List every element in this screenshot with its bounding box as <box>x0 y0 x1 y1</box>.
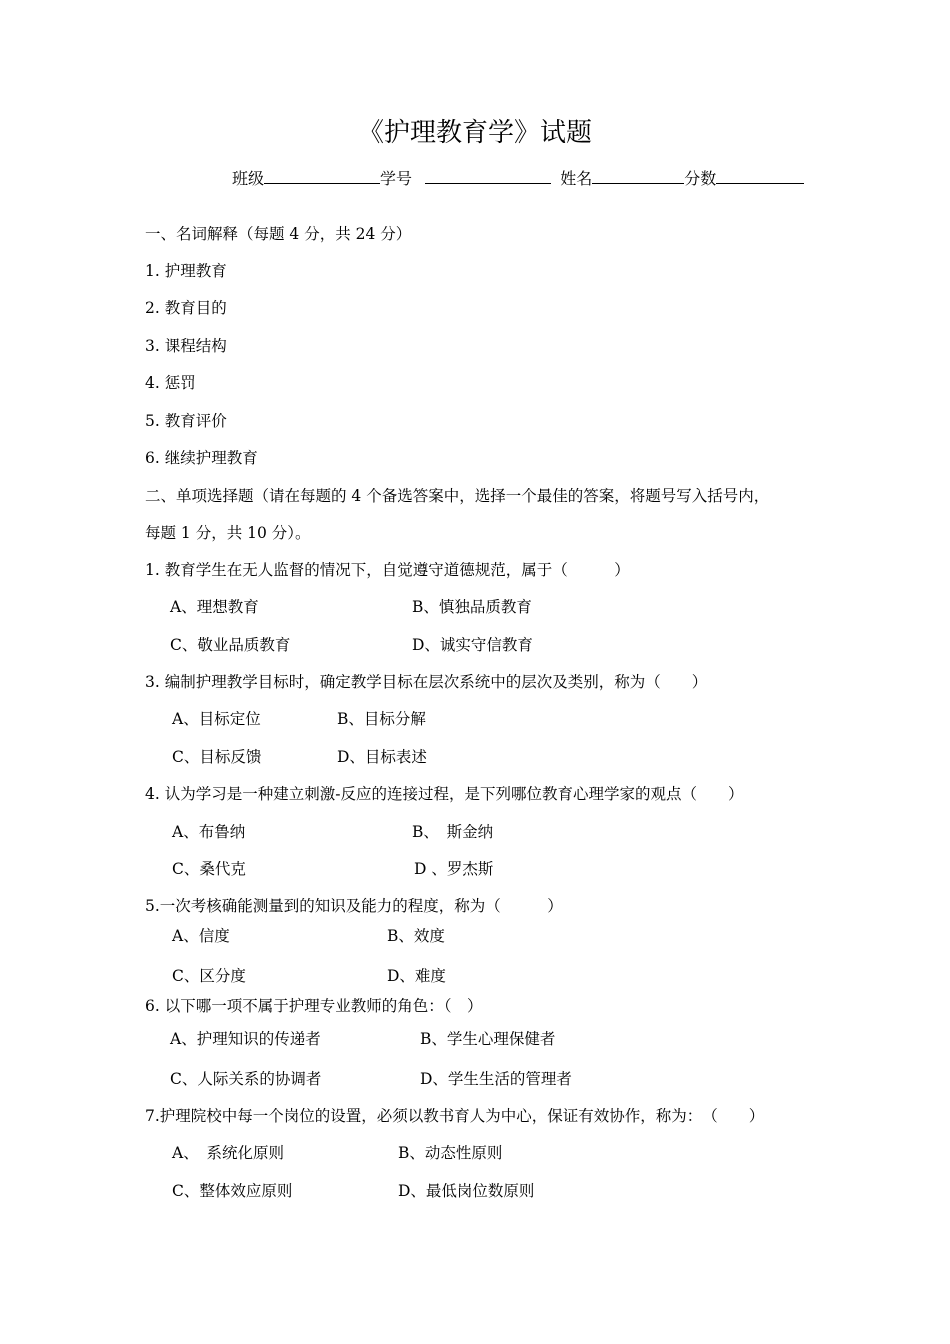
option-c[interactable]: C、桑代克 <box>172 860 246 878</box>
option-c[interactable]: C、区分度 <box>172 967 246 985</box>
score-label: 分数 <box>684 169 717 188</box>
section1-item: 6. 继续护理教育 <box>145 449 258 467</box>
id-blank[interactable] <box>425 165 551 184</box>
section1-item: 2. 教育目的 <box>145 299 227 317</box>
section1-item: 3. 课程结构 <box>145 337 227 355</box>
option-c[interactable]: C、人际关系的协调者 <box>170 1070 322 1088</box>
option-d[interactable]: D、难度 <box>387 967 446 985</box>
option-a[interactable]: A、护理知识的传递者 <box>170 1030 321 1048</box>
section1-item: 1. 护理教育 <box>145 262 227 280</box>
header-info <box>232 165 804 192</box>
option-b[interactable]: B、动态性原则 <box>398 1144 503 1162</box>
option-a[interactable]: A、 系统化原则 <box>172 1144 284 1162</box>
class-blank[interactable] <box>264 165 380 184</box>
option-a[interactable]: A、目标定位 <box>172 710 261 728</box>
option-b[interactable]: B、目标分解 <box>337 710 426 728</box>
option-b[interactable]: B、 斯金纳 <box>412 823 494 841</box>
section2-heading-line2: 每题 1 分，共 10 分）。 <box>145 524 311 542</box>
class-label: 班级 <box>232 169 265 188</box>
section1-heading: 一、名词解释（每题 4 分，共 24 分） <box>145 225 412 243</box>
section2-heading-line1: 二、单项选择题（请在每题的 4 个备选答案中，选择一个最佳的答案，将题号写入括号内， <box>145 487 770 505</box>
page-title: 《护理教育学》试题 <box>357 118 592 148</box>
question-stem: 3. 编制护理教学目标时，确定教学目标在层次系统中的层次及类别，称为（ ） <box>145 673 708 691</box>
section1-item: 4. 惩罚 <box>145 374 196 392</box>
option-a[interactable]: A、信度 <box>172 927 230 945</box>
option-c[interactable]: C、整体效应原则 <box>172 1182 293 1200</box>
score-blank[interactable] <box>716 165 804 184</box>
option-a[interactable]: A、理想教育 <box>170 598 259 616</box>
name-label: 姓名 <box>560 169 593 188</box>
option-c[interactable]: C、敬业品质教育 <box>170 636 291 654</box>
option-d[interactable]: D、最低岗位数原则 <box>398 1182 535 1200</box>
option-d[interactable]: D、目标表述 <box>337 748 427 766</box>
question-stem: 6. 以下哪一项不属于护理专业教师的角色：（ ） <box>145 997 483 1015</box>
option-d[interactable]: D、诚实守信教育 <box>412 636 533 654</box>
question-stem: 1. 教育学生在无人监督的情况下，自觉遵守道德规范，属于（ ） <box>145 561 630 579</box>
option-d[interactable]: D、学生生活的管理者 <box>420 1070 572 1088</box>
question-stem: 4. 认为学习是一种建立刺激-反应的连接过程，是下列哪位教育心理学家的观点（ ） <box>145 785 744 803</box>
question-stem: 5.一次考核确能测量到的知识及能力的程度，称为（ ） <box>145 897 563 915</box>
id-label: 学号 <box>380 169 413 188</box>
option-c[interactable]: C、目标反馈 <box>172 748 262 766</box>
question-stem: 7.护理院校中每一个岗位的设置，必须以教书育人为中心，保证有效协作，称为： （ ） <box>145 1107 765 1125</box>
name-blank[interactable] <box>592 165 684 184</box>
option-a[interactable]: A、布鲁纳 <box>172 823 246 841</box>
option-d[interactable]: D 、罗杰斯 <box>414 860 494 878</box>
section1-item: 5. 教育评价 <box>145 412 227 430</box>
option-b[interactable]: B、效度 <box>387 927 445 945</box>
option-b[interactable]: B、学生心理保健者 <box>420 1030 556 1048</box>
option-b[interactable]: B、慎独品质教育 <box>412 598 532 616</box>
